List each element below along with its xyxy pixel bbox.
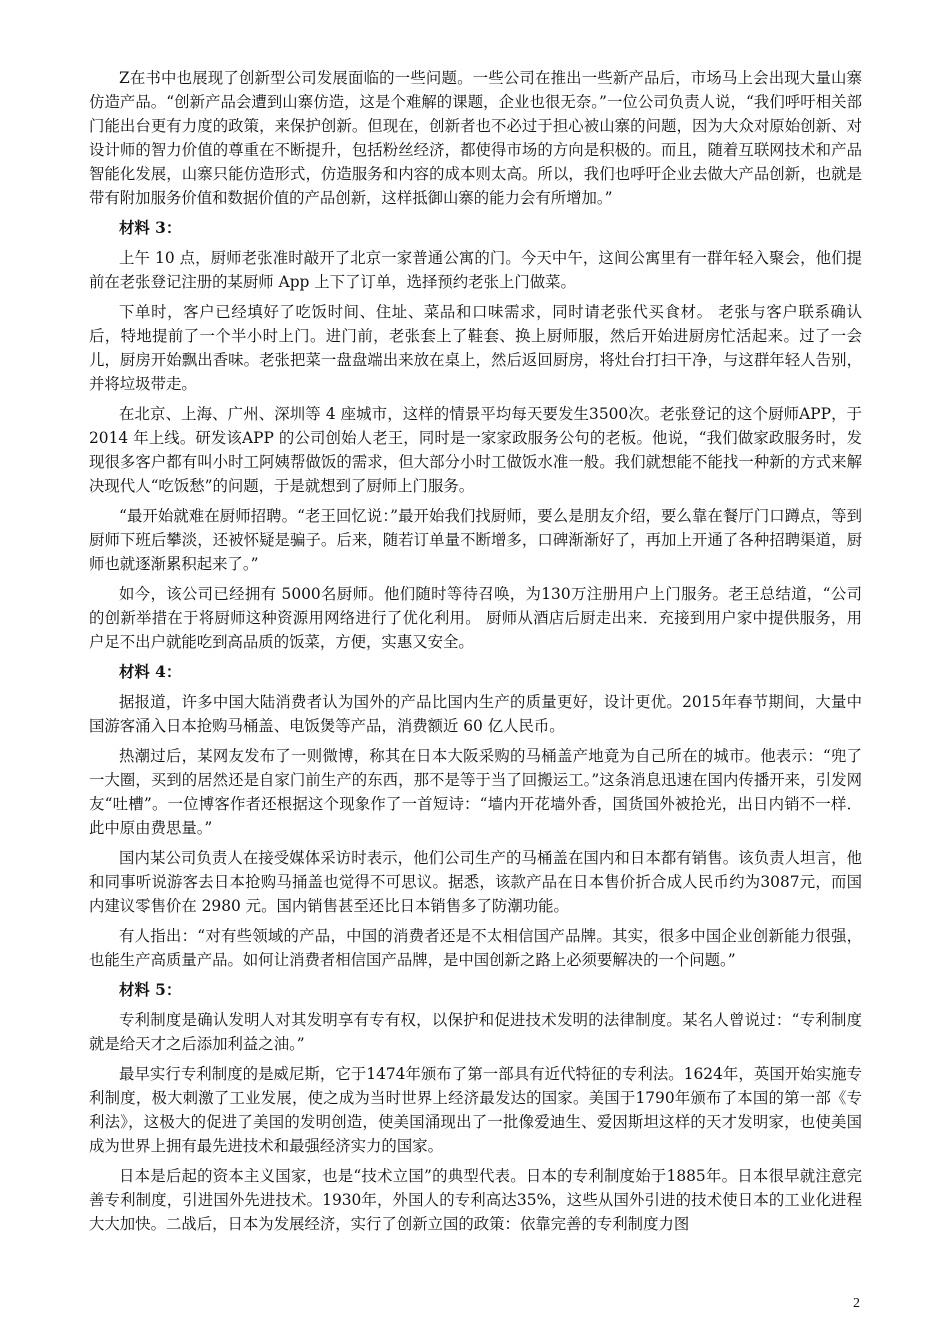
material-3-paragraph-5: 如今，该公司已经拥有 5000名厨师。他们随时等待召唤，为130万注册用户上门服务。老王总结道，“公司的创新举措在于将厨师这种资源用网络进行了优化利用。 厨师从酒店后厨走出来．充接到用户家中提供服务，用户足不出户就能吃到高品质的饭菜，方便，实惠又安全。	[89, 585, 862, 651]
document-body	[89, 66, 862, 1242]
material-4-heading: 材料 4：	[119, 663, 182, 681]
material-3-paragraph-2: 下单时，客户已经填好了吃饭时间、住址、菜品和口味需求，同时请老张代买食材。 老张与客户联系确认后，特地提前了一个半小时上门。进门前，老张套上了鞋套、换上厨师服，然后开始进厨房忙活起来。过了一会儿，厨房开始飘出香味。老张把菜一盘盘端出来放在桌上，然后返回厨房，将灶台打扫干净，与这群年轻人告别，并将垃圾带走。	[89, 303, 862, 393]
material-3-paragraph-3: 在北京、上海、广州、深圳等 4 座城市，这样的情景平均每天要发生3500次。老张登记的这个厨师APP，于 2014 年上线。研发该APP 的公司创始人老王，同时是一家家政服务公句的老板。他说，“我们做家政服务时，发现很多客户都有叫小时工阿姨帮做饭的需求，但大部分小时工做饭水准一般。我们就想能不能找一种新的方式来解决现代人“吃饭愁”的问题，于是就想到了厨师上门服务。	[89, 405, 862, 495]
material-5-paragraph-3: 日本是后起的资本主义国家，也是“技术立国”的典型代表。日本的专利制度始于1885年。日本很早就注意完善专利制度，引进国外先进技术。1930年，外国人的专利高达35%，这些从国外引进的技术使日本的工业化进程大大加快。二战后，日本为发展经济，实行了创新立国的政策：依靠完善的专利制度力图	[89, 1167, 862, 1233]
material-4-paragraph-1: 据报道，许多中国大陆消费者认为国外的产品比国内生产的质量更好，设计更优。2015年春节期间，大量中国游客涌入日本抢购马桶盖、电饭煲等产品，消费额近 60 亿人民币。	[89, 693, 862, 735]
material-5-paragraph-2: 最早实行专利制度的是威尼斯，它于1474年颁布了第一部具有近代特征的专利法。1624年，英国开始实施专利制度，极大刺激了工业发展，使之成为当时世界上经济最发达的国家。美国于1790年颁布了本国的第一部《专利法》，这极大的促进了美国的发明创造，使美国涌现出了一批像爱迪生、爱因斯坦这样的天才发明家，也使美国成为世界上拥有最先进技术和最强经济实力的国家。	[89, 1065, 862, 1155]
material-3-heading: 材料 3：	[119, 219, 182, 237]
material-3-paragraph-4: “最开始就难在厨师招聘。“老王回忆说：”最开始我们找厨师，要么是朋友介绍，要么靠在餐厅门口蹲点，等到厨师下班后攀淡，还被怀疑是骗子。后来，随若订单量不断增多，口碑渐渐好了，再加上开通了各种招聘渠道，厨师也就逐渐累积起来了。”	[89, 507, 862, 573]
material-4-paragraph-3: 国内某公司负责人在接受媒体采访时表示，他们公司生产的马桶盖在国内和日本都有销售。该负责人坦言，他和同事听说游客去日本抢购马捅盖也觉得不可思议。据悉，该款产品在日本售价折合成人民币约为3087元，而国内建议零售价在 2980 元。国内销售甚至还比日本销售多了防潮功能。	[89, 849, 862, 915]
material-5-paragraph-1: 专利制度是确认发明人对其发明享有专有权，以保护和促进技术发明的法律制度。某名人曾说过：“专利制度就是给天才之后添加利益之油。”	[89, 1011, 862, 1053]
material-4-paragraph-2: 热潮过后，某网友发布了一则微博，称其在日本大阪采购的马桶盖产地竟为自己所在的城市。他表示：“兜了一大圈，买到的居然还是自家门前生产的东西，那不是等于当了回搬运工。”这条消息迅速在国内传播开来，引发网友“吐槽”。一位博客作者还根据这个现象作了一首短诗：“墙内开花墙外香，国货国外被抢光，出日内销不一样．此中原由费思量。”	[89, 747, 862, 837]
material-3-paragraph-1: 上午 10 点，厨师老张准时敲开了北京一家普通公寓的门。今天中午，这间公寓里有一群年轻入聚会，他们提前在老张登记注册的某厨师 App 上下了订单，选择预约老张上门做菜。	[89, 249, 862, 291]
intro-paragraph: Z在书中也展现了创新型公司发展面临的一些问题。一些公司在推出一些新产品后，市场马上会出现大量山寨仿造产品。“创新产品会遭到山寨仿造，这是个难解的课题，企业也很无奈。”一位公司负责人说，“我们呼吁相关部门能出台更有力度的政策，来保护创新。但现在，创新者也不必过于担心被山寨的问题，因为大众对原始创新、对设计师的智力价值的尊重在不断提升，包括粉丝经济，都使得市场的方向是积极的。而且，随着互联网技术和产品智能化发展，山寨只能仿造形式，仿造服务和内容的成本则太高。所以，我们也呼吁企业去做大产品创新，也就是带有附加服务价值和数据价值的产品创新，这样抵御山寨的能力会有所增加。”	[89, 69, 862, 207]
page-number: 2	[853, 1296, 860, 1311]
material-5-heading: 材料 5：	[119, 981, 182, 999]
material-4-paragraph-4: 有人指出：“对有些领域的产品，中国的消费者还是不太相信国产品牌。其实，很多中国企业创新能力很强，也能生产高质量产品。如何让消费者相信国产品牌，是中国创新之路上必须要解决的一个问题。”	[89, 927, 862, 969]
